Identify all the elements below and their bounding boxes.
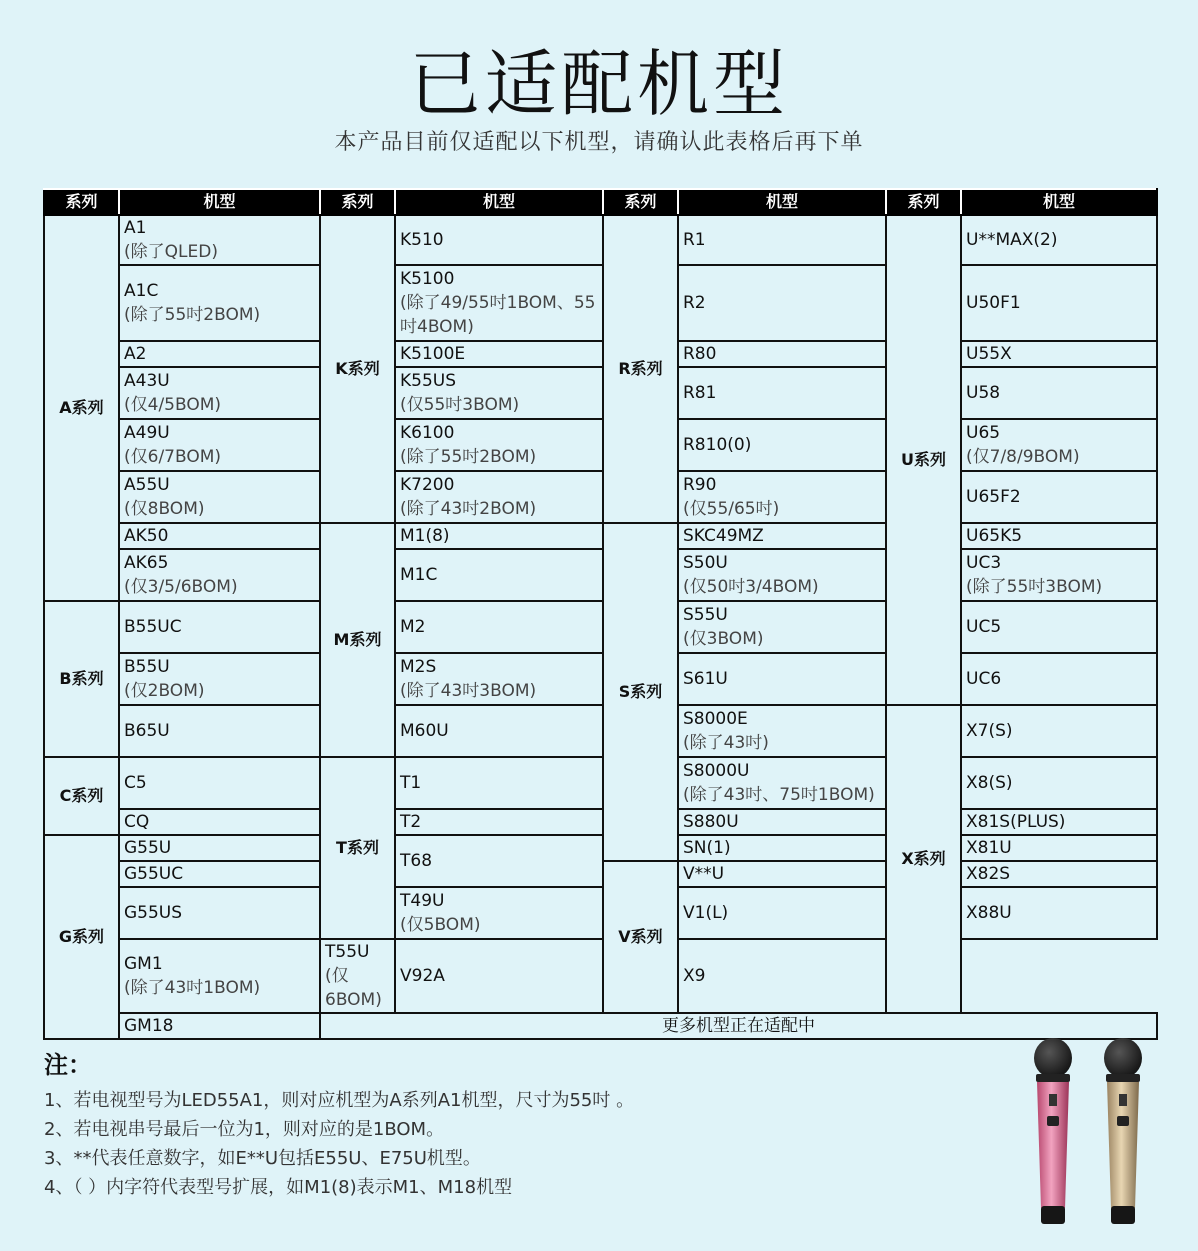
- header-series: 系列: [44, 189, 119, 215]
- model-cell: T55U (仅6BOM): [320, 939, 395, 1013]
- table-row: [44, 705, 1157, 757]
- compatible-models-table: [43, 188, 1158, 1040]
- model-cell: K55US (仅55吋3BOM): [395, 367, 603, 419]
- model-cell: G55U: [119, 835, 320, 861]
- header-model: 机型: [395, 189, 603, 215]
- model-cell: B55U (仅2BOM): [119, 653, 320, 705]
- more-models-note: 更多机型正在适配中: [320, 1013, 1157, 1039]
- table-row: [44, 471, 1157, 523]
- model-cell: R81: [678, 367, 886, 419]
- model-cell: X81S(PLUS): [961, 809, 1157, 835]
- model-cell: A1C (除了55吋2BOM): [119, 265, 320, 341]
- notes-title: 注：: [44, 1051, 92, 1079]
- model-cell: A2: [119, 341, 320, 367]
- series-cell-k: K系列: [320, 215, 395, 523]
- model-cell: S8000E (除了43吋): [678, 705, 886, 757]
- model-cell: CQ: [119, 809, 320, 835]
- model-cell: R1: [678, 215, 886, 265]
- series-cell-t: T系列: [320, 757, 395, 939]
- table-row: [44, 887, 1157, 939]
- model-cell: AK50: [119, 523, 320, 549]
- model-cell: A1 (除了QLED): [119, 215, 320, 265]
- model-cell: U65K5: [961, 523, 1157, 549]
- model-cell: GM1 (除了43吋1BOM): [119, 939, 320, 1013]
- table-row: [44, 809, 1157, 835]
- model-cell: S61U: [678, 653, 886, 705]
- model-cell: M60U: [395, 705, 603, 757]
- model-cell: K6100 (除了55吋2BOM): [395, 419, 603, 471]
- model-cell: X82S: [961, 861, 1157, 887]
- model-cell: S55U (仅3BOM): [678, 601, 886, 653]
- model-cell: G55UC: [119, 861, 320, 887]
- model-cell: B55UC: [119, 601, 320, 653]
- model-cell: K5100E: [395, 341, 603, 367]
- note-line: 2、若电视串号最后一位为1，则对应的是1BOM。: [44, 1119, 445, 1140]
- header-model: 机型: [119, 189, 320, 215]
- gold-microphone-image: [1098, 1036, 1148, 1226]
- model-cell: X88U: [961, 887, 1157, 939]
- note-line: 3、**代表任意数字，如E**U包括E55U、E75U机型。: [44, 1148, 481, 1169]
- model-cell: R810(0): [678, 419, 886, 471]
- model-cell: K7200 (除了43吋2BOM): [395, 471, 603, 523]
- model-cell: S8000U (除了43吋、75吋1BOM): [678, 757, 886, 809]
- table-row: [44, 939, 1157, 1013]
- series-cell-u: U系列: [886, 215, 961, 705]
- page-title: 已适配机型: [408, 42, 789, 126]
- table-row: [44, 835, 1157, 861]
- model-cell: SN(1): [678, 835, 886, 861]
- model-cell: V1(L): [678, 887, 886, 939]
- model-cell: SKC49MZ: [678, 523, 886, 549]
- model-cell: V92A: [395, 939, 603, 1013]
- series-cell-v: V系列: [603, 861, 678, 1013]
- model-cell: M2S (除了43吋3BOM): [395, 653, 603, 705]
- model-cell: S880U: [678, 809, 886, 835]
- model-cell: UC5: [961, 601, 1157, 653]
- table-row: [44, 265, 1157, 341]
- model-cell: K510: [395, 215, 603, 265]
- model-cell: A55U (仅8BOM): [119, 471, 320, 523]
- table-row: [44, 549, 1157, 601]
- table-row: [44, 367, 1157, 419]
- model-cell: B65U: [119, 705, 320, 757]
- model-cell: X9: [678, 939, 886, 1013]
- page-subtitle: 本产品目前仅适配以下机型，请确认此表格后再下单: [334, 130, 864, 155]
- table-header-row: [44, 189, 1157, 215]
- series-cell-x: X系列: [886, 705, 961, 1013]
- table-row: [44, 757, 1157, 809]
- model-cell: A49U (仅6/7BOM): [119, 419, 320, 471]
- model-cell: GM18: [119, 1013, 320, 1039]
- note-line: 1、若电视型号为LED55A1，则对应机型为A系列A1机型，尺寸为55吋 。: [44, 1090, 635, 1111]
- model-cell: A43U (仅4/5BOM): [119, 367, 320, 419]
- model-cell: X81U: [961, 835, 1157, 861]
- pink-microphone-image: [1028, 1036, 1078, 1226]
- series-cell-g: G系列: [44, 835, 119, 1039]
- table-row: [44, 1013, 1157, 1039]
- series-cell-m: M系列: [320, 523, 395, 757]
- model-cell: U65F2: [961, 471, 1157, 523]
- series-cell-s: S系列: [603, 523, 678, 861]
- series-cell-c: C系列: [44, 757, 119, 835]
- model-cell: U58: [961, 367, 1157, 419]
- series-cell-a: A系列: [44, 215, 119, 601]
- note-line: 4、（ ）内字符代表型号扩展，如M1(8)表示M1、M18机型: [44, 1177, 513, 1198]
- model-cell: U**MAX(2): [961, 215, 1157, 265]
- table-row: [44, 601, 1157, 653]
- header-model: 机型: [678, 189, 886, 215]
- table-row: [44, 653, 1157, 705]
- model-cell: X7(S): [961, 705, 1157, 757]
- model-cell: U55X: [961, 341, 1157, 367]
- header-series: 系列: [320, 189, 395, 215]
- model-cell: T49U (仅5BOM): [395, 887, 603, 939]
- model-cell: S50U (仅50吋3/4BOM): [678, 549, 886, 601]
- model-cell: T1: [395, 757, 603, 809]
- model-cell: R90 (仅55/65吋): [678, 471, 886, 523]
- table-row: [44, 419, 1157, 471]
- model-cell: M1(8): [395, 523, 603, 549]
- series-cell-r: R系列: [603, 215, 678, 523]
- model-cell: R80: [678, 341, 886, 367]
- model-cell: UC6: [961, 653, 1157, 705]
- series-cell-b: B系列: [44, 601, 119, 757]
- table-row: [44, 341, 1157, 367]
- model-cell: C5: [119, 757, 320, 809]
- header-model: 机型: [961, 189, 1157, 215]
- header-series: 系列: [603, 189, 678, 215]
- model-cell: U50F1: [961, 265, 1157, 341]
- table-row: [44, 523, 1157, 549]
- model-cell: K5100 (除了49/55吋1BOM、55吋4BOM): [395, 265, 603, 341]
- table-row: [44, 215, 1157, 265]
- header-series: 系列: [886, 189, 961, 215]
- model-cell: T2: [395, 809, 603, 835]
- model-cell: U65 (仅7/8/9BOM): [961, 419, 1157, 471]
- model-cell: V**U: [678, 861, 886, 887]
- model-cell: M1C: [395, 549, 603, 601]
- model-cell: M2: [395, 601, 603, 653]
- model-cell: UC3 (除了55吋3BOM): [961, 549, 1157, 601]
- model-cell: X8(S): [961, 757, 1157, 809]
- notes-section: [44, 1048, 944, 1202]
- model-cell: AK65 (仅3/5/6BOM): [119, 549, 320, 601]
- model-cell: R2: [678, 265, 886, 341]
- model-cell: T68: [395, 835, 603, 887]
- model-cell: G55US: [119, 887, 320, 939]
